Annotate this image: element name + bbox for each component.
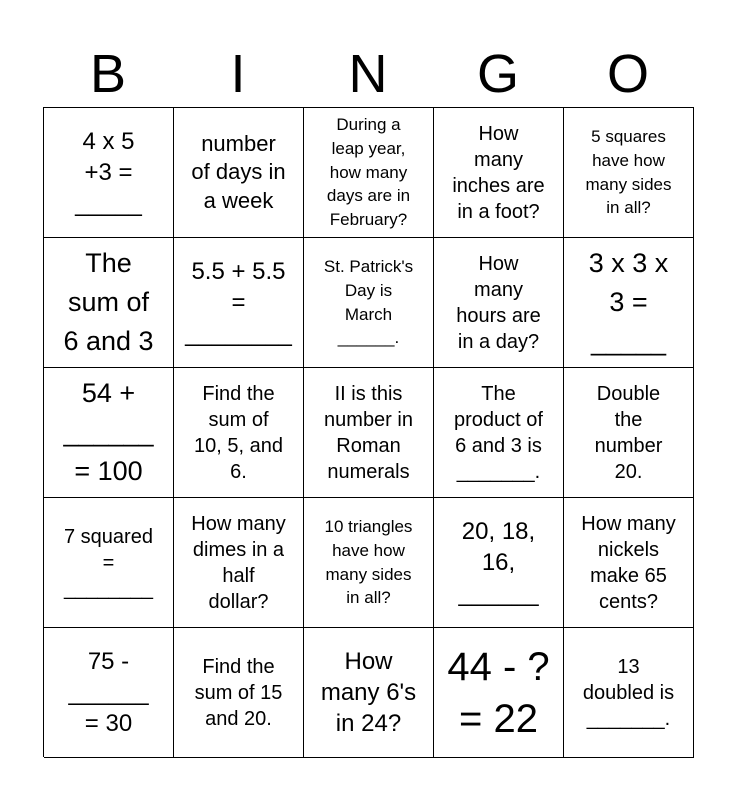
cell-text: The product of 6 and 3 is _______. [454,382,543,483]
bingo-cell[interactable] [304,238,434,368]
cell-text: 3 x 3 x 3 = _____ [588,247,669,357]
cell-text: 13 doubled is _______. [582,655,675,730]
bingo-cell[interactable] [304,368,434,498]
bingo-cell[interactable] [434,108,564,238]
bingo-cell[interactable] [304,628,434,758]
bingo-cell[interactable] [174,628,304,758]
bingo-cell[interactable] [44,238,174,368]
bingo-cell[interactable] [434,628,564,758]
cell-text: 75 - ______ = 30 [68,647,149,738]
bingo-cell[interactable] [44,498,174,628]
bingo-card-grid [43,107,694,757]
header-letter-g: G [476,44,519,104]
cell-text: How many hours are in a day? [456,252,541,353]
bingo-cell[interactable] [174,368,304,498]
bingo-header [43,40,693,108]
bingo-cell[interactable] [564,108,694,238]
bingo-cell[interactable] [304,108,434,238]
cell-text: Find the sum of 10, 5, and 6. [194,382,283,483]
cell-text: How many 6's in 24? [320,647,417,738]
cell-text: 7 squared = ________ [64,525,153,600]
bingo-cell[interactable] [174,108,304,238]
cell-text: Find the sum of 15 and 20. [194,655,283,730]
cell-text: 4 x 5 +3 = _____ [75,127,142,218]
cell-text: How many dimes in a half dollar? [191,512,286,613]
bingo-cell[interactable] [434,498,564,628]
bingo-cell[interactable] [174,498,304,628]
bingo-cell[interactable] [44,368,174,498]
header-letter-b: B [89,44,127,104]
header-letter-o: O [606,44,649,104]
cell-text: St. Patrick's Day is March ______. [323,256,414,348]
bingo-cell[interactable] [564,498,694,628]
cell-text: 5 squares have how many sides in all? [585,126,672,218]
cell-text: II is this number in Roman numerals [324,382,413,483]
cell-text: How many nickels make 65 cents? [581,512,676,613]
cell-text: 44 - ? = 22 [447,644,550,741]
bingo-cell[interactable] [304,498,434,628]
bingo-cell[interactable] [44,108,174,238]
bingo-cell[interactable] [434,368,564,498]
bingo-cell[interactable] [564,628,694,758]
cell-text: number of days in a week [191,130,286,213]
bingo-cell[interactable] [564,368,694,498]
cell-text: 5.5 + 5.5 = ________ [185,257,292,348]
cell-text: 10 triangles have how many sides in all? [324,516,413,608]
cell-text: The sum of 6 and 3 [63,247,154,357]
bingo-cell[interactable] [174,238,304,368]
cell-text: 54 + ______ = 100 [63,377,154,487]
header-letter-i: I [230,44,246,104]
cell-text: 20, 18, 16, ______ [458,517,539,608]
header-letter-n: N [348,44,388,104]
bingo-cell[interactable] [564,238,694,368]
cell-text: During a leap year, how many days are in February? [326,115,411,230]
bingo-cell[interactable] [44,628,174,758]
bingo-cell[interactable] [434,238,564,368]
cell-text: How many inches are in a foot? [452,122,545,223]
cell-text: Double the number 20. [594,382,663,483]
